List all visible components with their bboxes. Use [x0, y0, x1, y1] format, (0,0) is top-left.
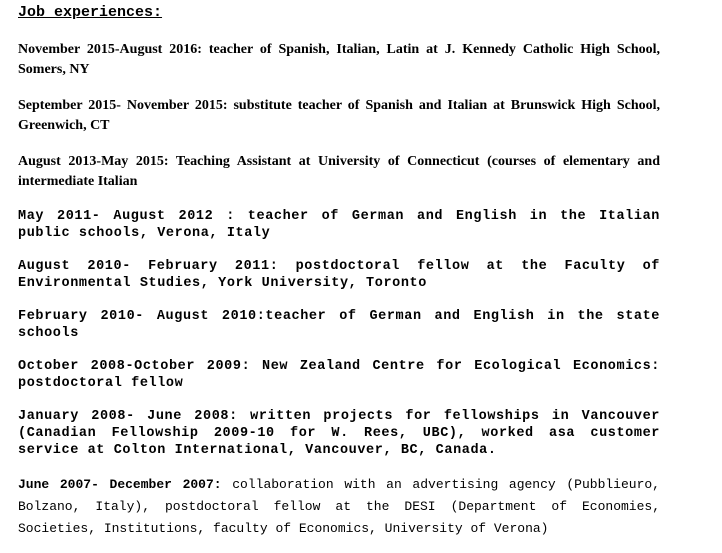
- job-entry-last: [18, 474, 660, 540]
- section-heading: Job experiences:: [18, 4, 163, 21]
- job-entry: August 2010- February 2011: postdoctoral fellow at the Faculty of Environmental Studies, York University, Toronto: [18, 259, 660, 291]
- job-entry: January 2008- June 2008: written projects for fellowships in Vancouver (Canadian Fellowship 2009-10 for W. Rees, UBC), worked asa customer service at Colton International, Vancouver, BC, Canada.: [18, 409, 660, 458]
- job-entry-text: collaboration with an advertising agency (Pubblieuro, Bolzano, Italy), postdoctoral fellow at the DESI (Department of Economies, Societies, Institutions, faculty of Economics, University of Verona): [18, 477, 660, 536]
- job-entry: September 2015- November 2015: substitute teacher of Spanish and Italian at Brunswick High School, Greenwich, CT: [18, 98, 660, 133]
- job-entry: October 2008-October 2009: New Zealand Centre for Ecological Economics: postdoctoral fellow: [18, 359, 660, 391]
- job-entry: February 2010- August 2010:teacher of German and English in the state schools: [18, 309, 660, 341]
- job-entry: August 2013-May 2015: Teaching Assistant at University of Connecticut (courses of elementary and intermediate Italian: [18, 154, 660, 189]
- job-entry: May 2011- August 2012 : teacher of German and English in the Italian public schools, Verona, Italy: [18, 209, 660, 241]
- job-entry-date: June 2007- December 2007:: [18, 477, 222, 492]
- job-entry: November 2015-August 2016: teacher of Spanish, Italian, Latin at J. Kennedy Catholic High School, Somers, NY: [18, 42, 660, 77]
